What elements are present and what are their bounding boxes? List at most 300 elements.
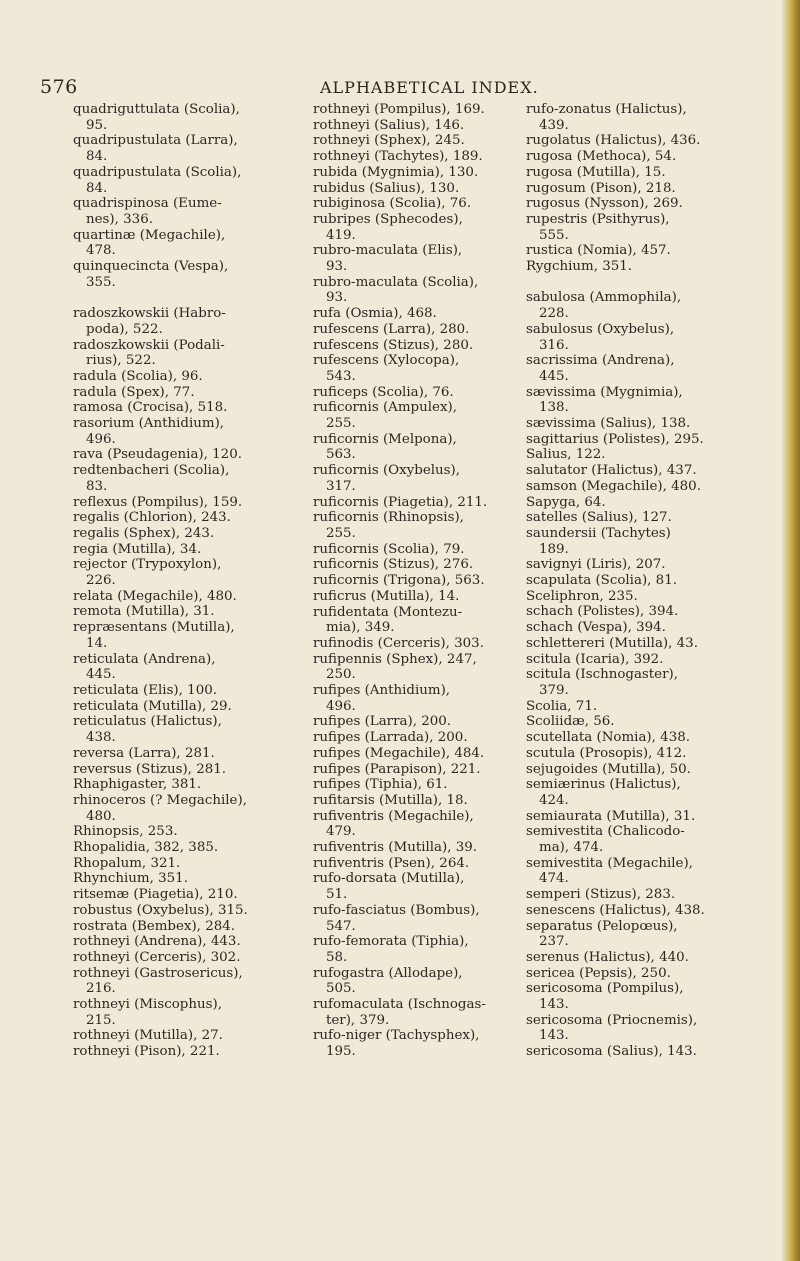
index-entry [313,322,513,338]
index-entry [526,714,726,730]
index-entry [526,133,726,149]
index-entry-line: 505. [326,981,356,997]
index-entry [313,353,513,384]
index-entry [73,824,273,840]
index-entry-line: robustus (Oxybelus), 315. [73,902,248,918]
index-entry-line: savignyi (Liris), 207. [526,557,666,573]
index-entry-line: sacrissima (Andrena), [526,353,675,369]
index-entry-line: Rhinopsis, 253. [73,824,178,840]
index-entry [73,903,273,919]
index-entry [313,871,513,902]
index-entry [313,212,513,243]
index-entry [73,887,273,903]
index-entry [526,196,726,212]
index-entry-line: ruficornis (Trigona), 563. [313,573,485,589]
index-entry-line: scapulata (Scolia), 81. [526,573,677,589]
index-entry [526,259,726,275]
index-entry-line: 51. [326,887,348,903]
index-entry [73,871,273,887]
index-column-3 [526,102,726,1060]
index-entry [313,856,513,872]
index-entry-line: rava (Pseudagenia), 120. [73,447,242,463]
index-entry-line: 143. [539,997,569,1013]
index-entry [313,714,513,730]
index-entry [526,589,726,605]
index-entry [313,243,513,274]
index-entry-line: 474. [539,871,569,887]
index-entry [526,447,726,463]
index-entry [73,510,273,526]
index-entry-line: nes), 336. [86,211,153,227]
index-entry [313,400,513,431]
index-entry-line: 195. [326,1044,356,1060]
index-entry [73,856,273,872]
index-entry [73,385,273,401]
index-entry [73,495,273,511]
index-entry-line: repræsentans (Mutilla), [73,620,235,636]
index-entry-line: rufipes (Anthidium), [313,683,451,699]
index-entry-line: rufo-dorsata (Mutilla), [313,871,465,887]
index-entry-line: rostrata (Bembex), 284. [73,918,236,934]
index-entry-line: 95. [86,117,108,133]
index-entry [73,589,273,605]
index-entry [73,683,273,699]
index-entry [526,746,726,762]
index-entry-line: rufipes (Larra), 200. [313,714,452,730]
index-column-1 [73,102,273,1060]
index-entry-line: rufa (Osmia), 468. [313,306,437,322]
index-entry-line: semperi (Stizus), 283. [526,887,676,903]
index-entry-line: 445. [86,667,116,683]
index-entry [73,966,273,997]
index-entry [526,981,726,1012]
index-entry [526,762,726,778]
index-entry-line: rothneyi (Cerceris), 302. [73,949,241,965]
index-entry-line: sericosoma (Salius), 143. [526,1044,697,1060]
index-entry [73,950,273,966]
index-entry-line: scitula (Icaria), 392. [526,651,664,667]
index-entry [526,856,726,887]
index-entry-line: Sceliphron, 235. [526,588,638,604]
index-entry-line: rufipes (Megachile), 484. [313,745,485,761]
index-entry-line: ruficeps (Scolia), 76. [313,384,454,400]
index-entry-line: rufescens (Xylocopa), [313,353,460,369]
index-entry [526,149,726,165]
index-entry [73,714,273,745]
index-entry-line: rugosa (Mutilla), 15. [526,164,666,180]
index-entry-line: 216. [86,981,116,997]
index-entry [73,196,273,227]
index-entry-line: rufo-niger (Tachysphex), [313,1028,480,1044]
index-entry-line: 14. [86,635,108,651]
index-entry [73,338,273,369]
index-entry-line: Rhopalidia, 382, 385. [73,840,219,856]
index-entry [313,306,513,322]
index-entry [526,526,726,557]
index-entry-line: sericosoma (Pompilus), [526,981,684,997]
index-entry [526,416,726,432]
index-entry-line: ritsemæ (Piagetia), 210. [73,887,238,903]
index-entry [313,903,513,934]
index-entry-line: semivestita (Chalicodo- [526,824,685,840]
index-entry-line: 438. [86,730,116,746]
index-entry-line: rugosum (Pison), 218. [526,180,676,196]
index-entry [73,762,273,778]
index-entry-line: ramosa (Crocisa), 518. [73,400,228,416]
index-entry-line: sævissima (Mygnimia), [526,384,683,400]
index-entry-line: rufescens (Larra), 280. [313,321,470,337]
index-entry-line: rejector (Trypoxylon), [73,557,222,573]
index-entry [313,683,513,714]
index-entry-line: 547. [326,918,356,934]
index-entry-line: 93. [326,259,348,275]
index-entry-line: rius), 522. [86,353,156,369]
index-entry-line: rufo-femorata (Tiphia), [313,934,469,950]
index-entry [526,604,726,620]
index-entry [73,793,273,824]
index-entry [526,463,726,479]
index-entry [313,102,513,118]
index-entry-line: 189. [539,541,569,557]
index-entry-line: Rhaphigaster, 381. [73,777,202,793]
index-entry-line: 83. [86,478,108,494]
index-entry [313,432,513,463]
index-entry [526,636,726,652]
index-entry [526,573,726,589]
index-entry-line: regia (Mutilla), 34. [73,541,202,557]
index-entry [526,557,726,573]
index-entry-line: rufo-zonatus (Halictus), [526,102,687,117]
index-entry-line: rugosus (Nysson), 269. [526,196,683,212]
index-entry [526,353,726,384]
index-entry-line: redtenbacheri (Scolia), [73,463,230,479]
index-entry-line: reflexus (Pompilus), 159. [73,494,243,510]
index-entry-line: quadrispinosa (Eume- [73,196,222,212]
index-entry-line: 250. [326,667,356,683]
index-entry [313,966,513,997]
index-entry [526,243,726,259]
index-entry-line: 255. [326,525,356,541]
index-entry [73,604,273,620]
index-entry [526,165,726,181]
index-entry-line: rufogastra (Allodape), [313,965,463,981]
index-entry [313,1028,513,1059]
index-entry-line: rufipennis (Sphex), 247, [313,651,477,667]
index-entry-line: regalis (Chlorion), 243. [73,510,231,526]
section-gap [526,275,726,291]
index-entry-line: regalis (Sphex), 243. [73,525,215,541]
index-entry-line: semiærinus (Halictus), [526,777,681,793]
index-entry-line: 355. [86,274,116,290]
index-entry [526,290,726,321]
index-entry [313,510,513,541]
index-entry [73,369,273,385]
index-entry [313,746,513,762]
index-entry-line: reticulata (Andrena), [73,651,216,667]
index-entry-line: scutellata (Nomia), 438. [526,730,690,746]
index-entry-line: Scoliidæ, 56. [526,714,615,730]
index-entry-line: quadripustulata (Scolia), [73,164,242,180]
index-entry-line: ruficrus (Mutilla), 14. [313,588,460,604]
index-entry-line: rubidus (Salius), 130. [313,180,460,196]
index-entry [526,903,726,919]
index-entry-line: 317. [326,478,356,494]
index-entry-line: Rhopalum, 321. [73,855,181,871]
page-edge [782,0,800,1261]
index-entry-line: schach (Polistes), 394. [526,604,679,620]
index-entry-line: rothneyi (Tachytes), 189. [313,149,483,165]
index-entry-line: rufitarsis (Mutilla), 18. [313,792,468,808]
index-entry-line: sericea (Pepsis), 250. [526,965,671,981]
index-entry-line: Salius, 122. [526,447,606,463]
index-entry-line: rothneyi (Mutilla), 27. [73,1028,223,1044]
index-entry [313,385,513,401]
index-entry-line: ruficornis (Ampulex), [313,400,457,416]
index-entry-line: rufomaculata (Ischnogas- [313,997,486,1013]
index-entry [313,275,513,306]
index-entry [73,919,273,935]
index-entry [313,589,513,605]
index-entry-line: rothneyi (Gastrosericus), [73,965,243,981]
index-entry [313,338,513,354]
index-entry-line: semiaurata (Mutilla), 31. [526,808,696,824]
index-entry [313,542,513,558]
index-entry [526,777,726,808]
index-entry-line: rufiventris (Psen), 264. [313,855,470,871]
index-entry [73,777,273,793]
index-entry [526,620,726,636]
index-entry-line: rothneyi (Salius), 146. [313,117,465,133]
index-entry-line: 479. [326,824,356,840]
index-entry [526,919,726,950]
index-entry [73,259,273,290]
index-entry-line: 496. [86,431,116,447]
index-entry-line: rothneyi (Miscophus), [73,997,222,1013]
index-entry [313,557,513,573]
index-entry-line: 84. [86,180,108,196]
index-entry [526,432,726,448]
index-entry-line: 445. [539,368,569,384]
index-entry [313,762,513,778]
index-entry [73,1044,273,1060]
index-entry-line: schlettereri (Mutilla), 43. [526,635,698,651]
index-entry [73,620,273,651]
index-entry-line: ruficornis (Oxybelus), [313,463,461,479]
index-entry-line: semivestita (Megachile), [526,855,693,871]
index-entry [313,196,513,212]
index-entry [313,934,513,965]
index-entry [526,809,726,825]
index-entry-line: 555. [539,227,569,243]
index-entry-line: 563. [326,447,356,463]
index-entry [73,165,273,196]
index-entry [73,306,273,337]
index-entry [73,746,273,762]
index-column-2 [313,102,513,1060]
index-entry-line: serenus (Halictus), 440. [526,949,689,965]
index-entry [313,840,513,856]
index-entry [313,777,513,793]
index-entry [313,652,513,683]
index-entry-line: quartinæ (Megachile), [73,227,226,243]
index-entry-line: 138. [539,400,569,416]
index-entry-line: rustica (Nomia), 457. [526,243,671,259]
index-entry [73,416,273,447]
index-entry [313,495,513,511]
index-entry-line: 215. [86,1012,116,1028]
index-entry [73,526,273,542]
index-entry-line: sagittarius (Polistes), 295. [526,431,704,447]
index-entry-line: rubro-maculata (Scolia), [313,274,479,290]
index-entry-line: rhinoceros (? Megachile), [73,792,247,808]
index-entry-line: rufo-fasciatus (Bombus), [313,902,480,918]
index-entry [73,934,273,950]
index-entry-line: mia), 349. [326,620,395,636]
index-entry [73,102,273,133]
index-entry-line: sabulosus (Oxybelus), [526,321,675,337]
index-entry-line: rothneyi (Pompilus), 169. [313,102,485,117]
index-entry [526,824,726,855]
index-entry-line: radula (Scolia), 96. [73,368,203,384]
index-entry-line: ruficornis (Stizus), 276. [313,557,474,573]
index-entry-line: sabulosa (Ammophila), [526,290,682,306]
page-header [0,76,800,104]
index-entry [526,950,726,966]
index-entry [526,212,726,243]
index-entry-line: reversus (Stizus), 281. [73,761,227,777]
index-entry [73,447,273,463]
index-entry-line: sævissima (Salius), 138. [526,416,691,432]
index-entry [313,181,513,197]
index-entry [313,605,513,636]
index-entry-line: 439. [539,117,569,133]
index-entry [313,997,513,1028]
index-entry [313,463,513,494]
index-entry-line: 143. [539,1028,569,1044]
index-entry [313,118,513,134]
index-entry [73,463,273,494]
index-entry [313,730,513,746]
index-entry-line: schach (Vespa), 394. [526,620,666,636]
index-entry [526,667,726,698]
index-entry [526,1044,726,1060]
index-entry [526,322,726,353]
index-entry-line: rufipes (Larrada), 200. [313,730,468,746]
index-entry-line: radula (Spex), 77. [73,384,195,400]
index-entry-line: Scolia, 71. [526,698,598,714]
index-entry-line: 237. [539,934,569,950]
index-entry-line: quinquecincta (Vespa), [73,259,229,275]
index-entry-line: 496. [326,698,356,714]
index-entry-line: radoszkowskii (Habro- [73,306,226,322]
index-entry-line: 84. [86,149,108,165]
index-entry-line: reversa (Larra), 281. [73,745,215,761]
index-entry-line: rufinodis (Cerceris), 303. [313,635,484,651]
index-entry-line: 478. [86,243,116,259]
index-entry [526,652,726,668]
index-entry [526,510,726,526]
index-entry [313,133,513,149]
index-entry-line: rothneyi (Sphex), 245. [313,133,465,149]
index-entry [73,1028,273,1044]
index-entry [526,966,726,982]
page-number: 576 [40,76,78,98]
index-entry-line: rupestris (Psithyrus), [526,211,670,227]
index-entry [73,997,273,1028]
index-entry-line: ter), 379. [326,1012,390,1028]
index-entry-line: 480. [86,808,116,824]
index-entry-line: ruficornis (Scolia), 79. [313,541,465,557]
index-entry-line: rufipes (Tiphia), 61. [313,777,448,793]
index-entry-line: reticulatus (Halictus), [73,714,222,730]
index-entry-line: relata (Megachile), 480. [73,588,237,604]
index-entry [313,809,513,840]
index-entry-line: rugosa (Methoca), 54. [526,149,677,165]
index-entry [313,573,513,589]
index-entry [73,699,273,715]
index-entry [526,181,726,197]
index-entry-line: Sapyga, 64. [526,494,606,510]
index-entry [313,149,513,165]
index-entry-line: 228. [539,306,569,322]
index-entry-line: rothneyi (Andrena), 443. [73,934,241,950]
index-entry [313,793,513,809]
index-entry-line: rubro-maculata (Elis), [313,243,463,259]
index-entry-line: 379. [539,683,569,698]
index-entry-line: scitula (Ischnogaster), [526,667,678,683]
index-entry-line: 255. [326,416,356,432]
index-entry-line: ruficornis (Piagetia), 211. [313,494,488,510]
index-entry-line: rufiventris (Mutilla), 39. [313,840,478,856]
index-entry-line: samson (Megachile), 480. [526,478,701,494]
index-entry-line: Rygchium, 351. [526,259,633,275]
index-entry [73,557,273,588]
index-entry-line: satelles (Salius), 127. [526,510,672,526]
index-entry-line: rufipes (Parapison), 221. [313,761,481,777]
index-entry-line: 93. [326,290,348,306]
index-entry-line: salutator (Halictus), 437. [526,463,697,479]
index-entry-line: ruficornis (Melpona), [313,431,457,447]
index-entry-line: rugolatus (Halictus), 436. [526,133,701,149]
index-entry [313,165,513,181]
index-entry-line: quadriguttulata (Scolia), [73,102,240,117]
index-entry-line: remota (Mutilla), 31. [73,604,215,620]
running-title: ALPHABETICAL INDEX. [320,78,539,97]
index-entry-line: rubripes (Sphecodes), [313,211,463,227]
index-entry-line: rubiginosa (Scolia), 76. [313,196,472,212]
index-entry-line: sericosoma (Priocnemis), [526,1012,698,1028]
index-entry [73,542,273,558]
index-entry [526,385,726,416]
index-entry [73,400,273,416]
index-entry-line: rubida (Mygnimia), 130. [313,164,479,180]
section-gap [73,290,273,306]
index-entry [526,699,726,715]
index-entry-line: 543. [326,368,356,384]
index-entry [526,887,726,903]
index-entry-line: radoszkowskii (Podali- [73,337,225,353]
index-entry [73,133,273,164]
index-entry-line: 419. [326,227,356,243]
index-entry-line: rufidentata (Montezu- [313,604,463,620]
index-entry [73,228,273,259]
index-entry-line: reticulata (Elis), 100. [73,683,217,698]
index-entry-line: poda), 522. [86,321,163,337]
index-entry-line: ma), 474. [539,840,604,856]
index-entry-line: separatus (Pelopœus), [526,918,678,934]
index-entry [526,495,726,511]
index-entry [526,479,726,495]
